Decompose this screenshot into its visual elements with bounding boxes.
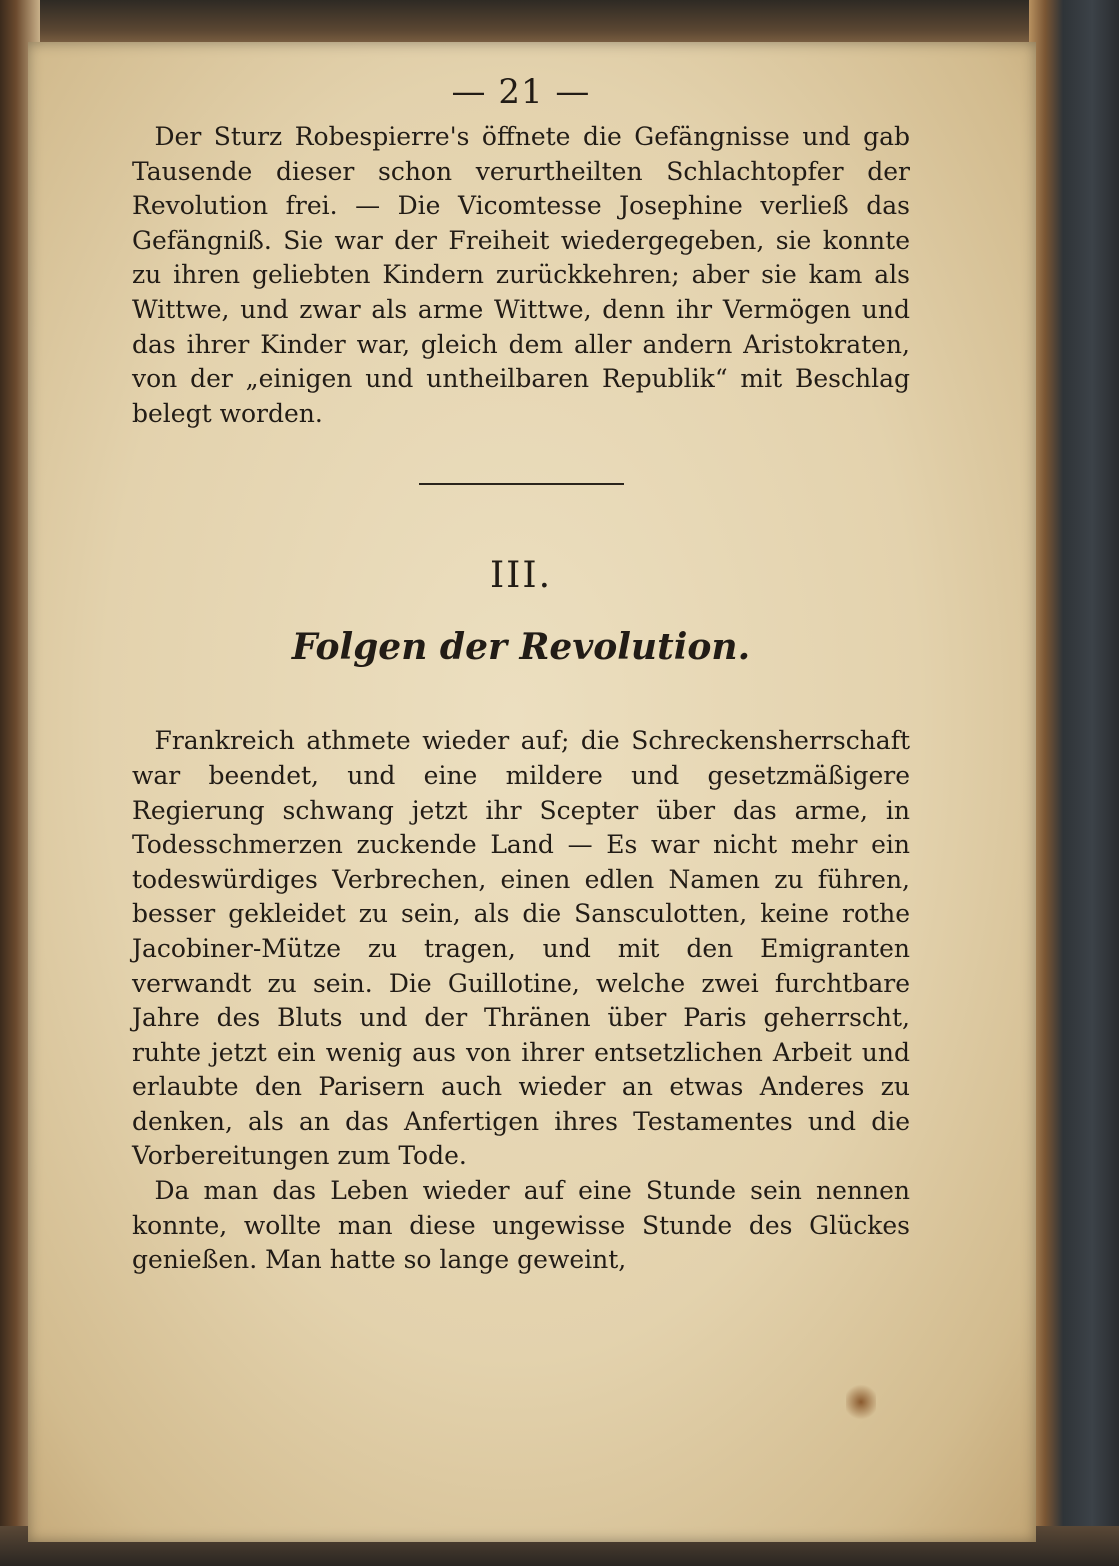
page-content	[132, 72, 910, 1278]
book-page	[28, 42, 1036, 1542]
section-divider-rule	[419, 483, 624, 485]
chapter-number: III.	[489, 555, 553, 597]
paragraph-frankreich: Frankreich athmete wieder auf; die Schreckensherrschaft war beendet, und eine mildere und gesetzmäßigere Regierung schwang jetzt ihr Scepter über das arme, in Todesschmerzen zuckende Land — Es war nicht mehr ein todeswürdiges Verbrechen, einen edlen Namen zu führen, besser gekleidet zu sein, als die Sansculotten, keine rothe Jacobiner-Mütze zu tragen, und mit den Emigranten verwandt zu sein. Die Guillotine, welche zwei furchtbare Jahre des Bluts und der Thränen über Paris geherrscht, ruhte jetzt ein wenig aus von ihrer entsetzlichen Arbeit und erlaubte den Parisern auch wieder an etwas Anderes zu denken, als an das Anfertigen ihres Testamentes und die Vorbereitungen zum Tode.	[132, 726, 910, 1171]
page-number: — 21 —	[451, 72, 591, 112]
book-cover-right-edge	[1029, 0, 1119, 1566]
paragraph-robespierre: Der Sturz Robespierre's öffnete die Gefängnisse und gab Tausende dieser schon verurtheilten Schlachtopfer der Revolution frei. — Die Vicomtesse Josephine verließ das Gefängniß. Sie war der Freiheit wiedergegeben, sie konnte zu ihren geliebten Kindern zurückkehren; aber sie kam als Wittwe, und zwar als arme Wittwe, denn ihr Vermögen und das ihrer Kinder war, gleich dem aller andern Aristokraten, von der „einigen und untheilbaren Republik“ mit Beschlag belegt worden.	[132, 122, 910, 428]
page-stain-mark	[846, 1382, 876, 1422]
paragraph-leben: Da man das Leben wieder auf eine Stunde sein nennen konnte, wollte man diese ungewisse Stunde des Glückes genießen. Man hatte so lange geweint,	[132, 1176, 910, 1275]
chapter-title: Folgen der Revolution.	[291, 626, 751, 669]
